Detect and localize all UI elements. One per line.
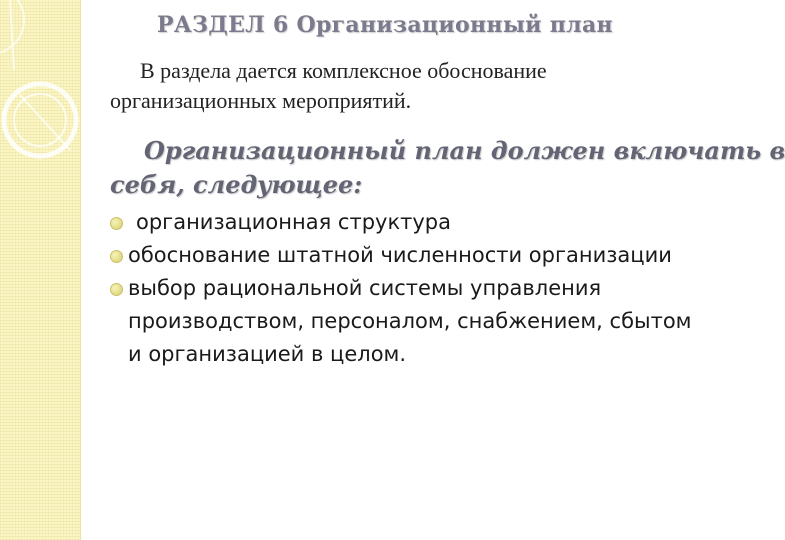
bullet-text: организационная структура [136, 210, 451, 234]
bullet-text: выбор рациональной системы управления производством, персоналом, снабжением, сбытом и организацией в целом. [128, 276, 692, 366]
section-heading [110, 134, 785, 202]
list-item [110, 239, 710, 272]
heading-line-2: себя, следующее: [110, 170, 363, 199]
bullet-text: обоснование штатной численности организации [128, 243, 672, 267]
intro-line-1: В раздела дается комплексное обоснование [140, 58, 547, 83]
bullet-dot-icon [110, 250, 123, 263]
heading-line-1: Организационный план должен включать в [144, 136, 785, 165]
bullet-list [110, 206, 710, 371]
bullet-dot-icon [110, 283, 123, 296]
bullet-dot-icon [110, 217, 123, 230]
list-item [110, 206, 710, 239]
slide-title: РАЗДЕЛ 6 Организационный план [157, 12, 613, 38]
intro-line-2: организационных мероприятий. [110, 88, 412, 113]
intro-paragraph [110, 56, 710, 116]
list-item [110, 272, 710, 371]
